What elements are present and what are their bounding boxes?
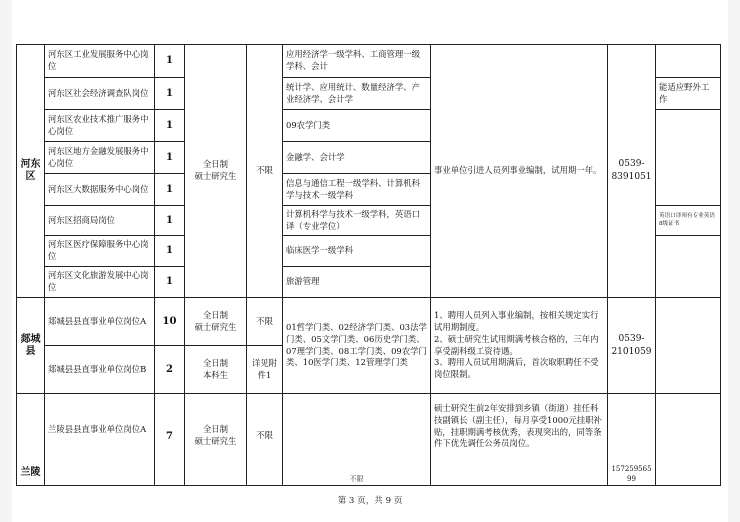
education-requirement: 全日制 硕士研究生 (185, 45, 247, 298)
post-name: 河东区大数据服务中心岗位 (45, 174, 155, 206)
major-requirement: 01哲学门类、02经济学门类、03法学门类、05文学门类、06历史学门类、07理学门类、08工学门类、09农学门类、10医学门类、12管理学门类 (283, 298, 431, 394)
degree-requirement: 不限 (247, 45, 283, 298)
page-margin-right (728, 0, 740, 522)
post-count: 1 (155, 78, 185, 110)
post-name: 河东区农业技术推广服务中心岗位 (45, 110, 155, 142)
region-hedong: 河东区 (17, 45, 45, 298)
post-count: 2 (155, 346, 185, 394)
degree-requirement: 不限 (247, 298, 283, 346)
major-requirement: 旅游管理 (283, 267, 431, 298)
post-count: 1 (155, 236, 185, 267)
major-requirement: 统计学、应用统计、数量经济学、产业经济学、会计学 (283, 78, 431, 110)
tancheng-phone: 0539- 2101059 (608, 298, 656, 394)
major-requirement: 应用经济学一级学科、工商管理一级学科、会计 (283, 45, 431, 78)
post-count: 1 (155, 110, 185, 142)
education-requirement: 全日制 硕士研究生 (185, 298, 247, 346)
post-name: 河东区地方金融发展服务中心岗位 (45, 142, 155, 174)
remark: 英语口译须有专业英语8级证书 (656, 206, 721, 236)
lanling-phone-cut: 15725956599 (608, 394, 656, 486)
remark (656, 110, 721, 206)
post-name: 河东区文化旅游发展中心岗位 (45, 267, 155, 298)
post-count: 1 (155, 206, 185, 236)
major-requirement: 金融学、会计学 (283, 142, 431, 174)
page-margin-left (0, 0, 12, 522)
post-name: 郯城县县直事业单位岗位B (45, 346, 155, 394)
tancheng-note: 1、聘用人员列入事业编制，按相关规定实行试用期制度。 2、硕士研究生试用期满考核合格的，三年内享受副科级工资待遇。 3、聘用人员试用期满后，首次取职聘任不受岗位限制。 (431, 298, 608, 394)
table-row (17, 394, 721, 486)
post-count: 1 (155, 45, 185, 78)
remark (656, 298, 721, 394)
degree-requirement: 不限 (247, 394, 283, 486)
post-count: 1 (155, 267, 185, 298)
remark (656, 45, 721, 78)
table-row (17, 298, 721, 346)
education-requirement: 全日制 本科生 (185, 346, 247, 394)
hedong-note: 事业单位引进人员列事业编制，试用期一年。 (431, 45, 608, 298)
post-name: 河东区社会经济调查队岗位 (45, 78, 155, 110)
hedong-phone: 0539- 8391051 (608, 45, 656, 298)
region-tancheng: 郯城县 (17, 298, 45, 394)
post-count: 1 (155, 142, 185, 174)
remark: 能适应野外工作 (656, 78, 721, 110)
remark (656, 394, 721, 486)
table-row (17, 45, 721, 78)
major-requirement: 临床医学一级学科 (283, 236, 431, 267)
major-requirement: 计算机科学与技术一级学科，英语口译（专业学位） (283, 206, 431, 236)
recruitment-table (16, 44, 721, 486)
lanling-note: 硕士研究生前2年安排到乡镇（街道）挂任科技副镇长（副主任），每月享受1000元挂职补贴，挂职期满考核优秀，表现突出的，同等条件下优先调任公务员岗位。 (431, 394, 608, 486)
post-name: 河东区医疗保障服务中心岗位 (45, 236, 155, 267)
education-requirement: 全日制 硕士研究生 (185, 394, 247, 486)
remark (656, 236, 721, 298)
post-name: 河东区工业发展服务中心岗位 (45, 45, 155, 78)
post-name: 兰陵县县直事业单位岗位A (45, 394, 155, 486)
post-count: 1 (155, 174, 185, 206)
post-name: 郯城县县直事业单位岗位A (45, 298, 155, 346)
major-requirement: 信息与通信工程一级学科、计算机科学与技术一级学科 (283, 174, 431, 206)
major-requirement: 09农学门类 (283, 110, 431, 142)
degree-requirement: 详见附件1 (247, 346, 283, 394)
page-footer: 第 3 页，共 9 页 (337, 496, 403, 506)
region-lanling: 兰陵 (17, 394, 45, 486)
post-name: 河东区招商局岗位 (45, 206, 155, 236)
post-count: 10 (155, 298, 185, 346)
major-requirement-cut: 不限 (283, 394, 431, 486)
post-count: 7 (155, 394, 185, 486)
